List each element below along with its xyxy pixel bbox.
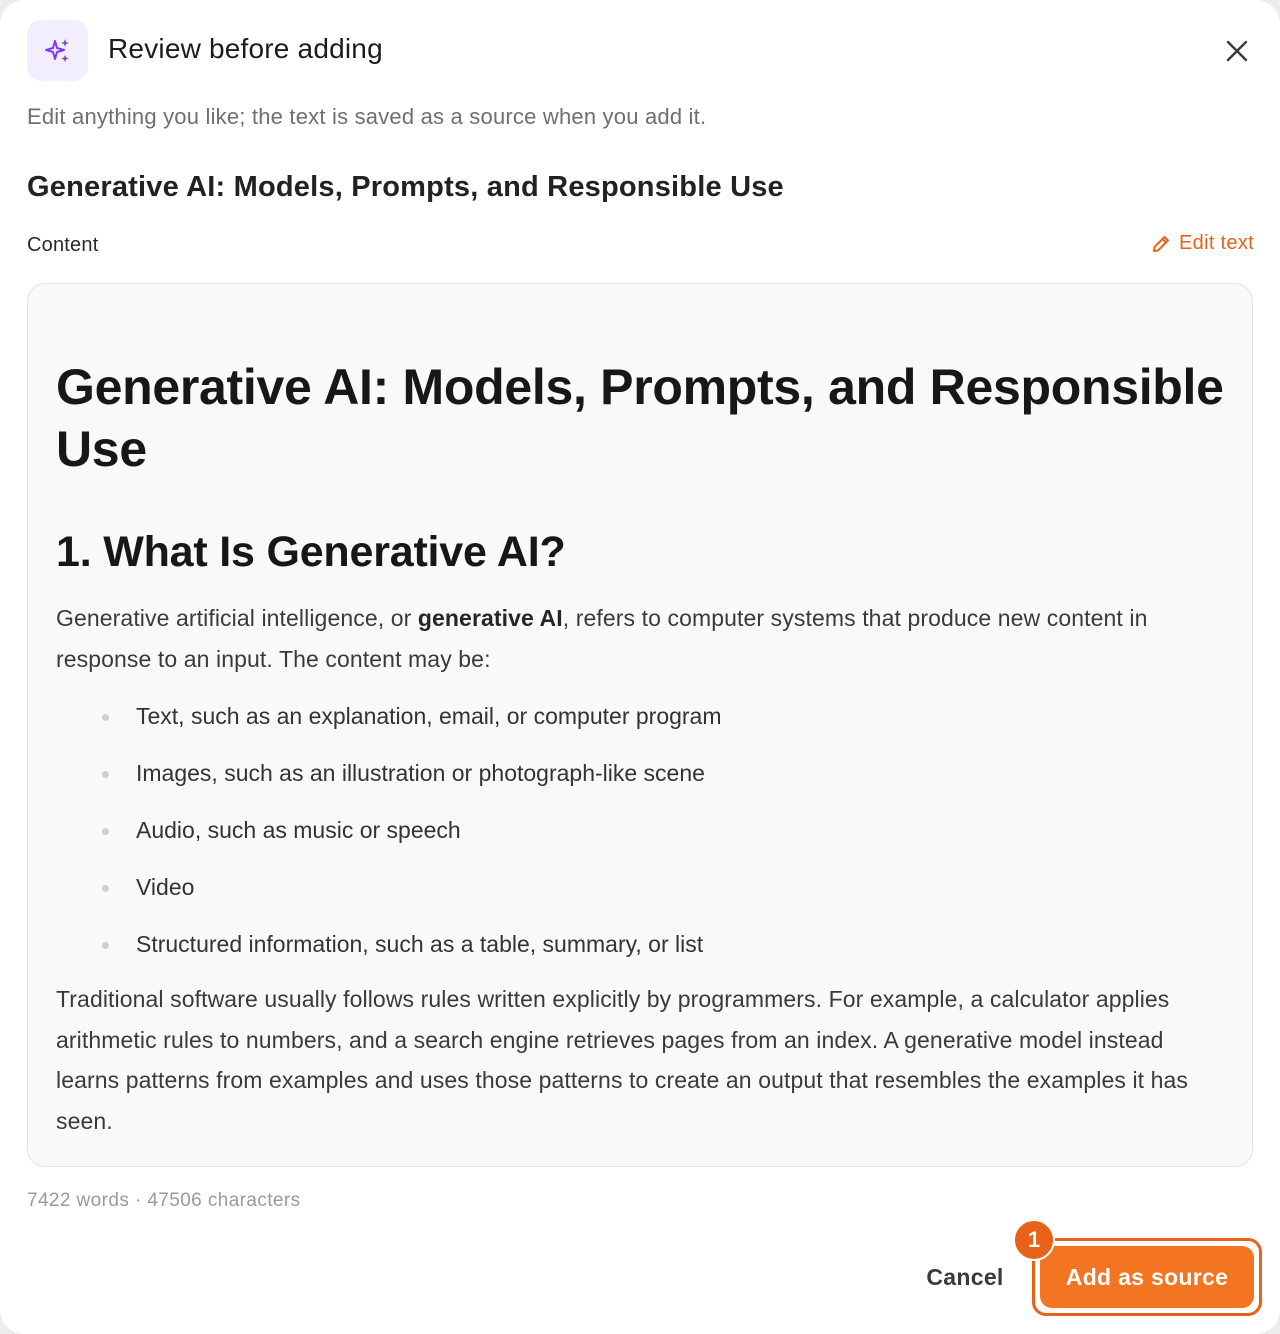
content-paragraph-1 xyxy=(56,598,1226,679)
dialog-subtitle: Edit anything you like; the text is saved as a source when you add it. xyxy=(27,104,707,129)
list-item: Structured information, such as a table, summary, or list xyxy=(102,928,1226,961)
list-item: Audio, such as music or speech xyxy=(102,814,1226,847)
dialog-title: Review before adding xyxy=(108,33,383,64)
paragraph-text: , refers to computer systems that produce new content in response to an input. The content may be: xyxy=(56,605,1148,672)
content-preview[interactable] xyxy=(27,283,1253,1167)
edit-text-button[interactable] xyxy=(1151,232,1254,255)
content-paragraph-2: Traditional software usually follows rules written explicitly by programmers. For example, a calculator applies arithmetic rules to numbers, and a search engine retrieves pages from an index. A generative model instead learns patterns from examples and uses those patterns to create an output that resembles the examples it has seen. xyxy=(56,986,1189,1134)
close-button[interactable] xyxy=(1218,32,1256,70)
list-item: Text, such as an explanation, email, or computer program xyxy=(102,700,1226,733)
pencil-icon xyxy=(1151,234,1171,254)
document-title: Generative AI: Models, Prompts, and Responsible Use xyxy=(27,171,784,203)
content-body xyxy=(56,356,1226,1141)
list-item: Video xyxy=(102,871,1226,904)
content-heading-1: Generative AI: Models, Prompts, and Responsible Use xyxy=(56,359,1224,477)
content-bullet-list xyxy=(56,700,1226,961)
close-icon xyxy=(1225,39,1249,63)
edit-text-label: Edit text xyxy=(1179,232,1254,254)
list-item: Images, such as an illustration or photograph-like scene xyxy=(102,757,1226,790)
word-count-stats: 7422 words · 47506 characters xyxy=(27,1190,301,1211)
paragraph-bold-term: generative AI xyxy=(417,605,563,631)
header-icon-tile xyxy=(27,20,88,81)
add-as-source-button[interactable]: Add as source xyxy=(1040,1246,1254,1308)
cancel-button[interactable]: Cancel xyxy=(926,1263,1004,1290)
paragraph-text: Generative artificial intelligence, or xyxy=(56,605,418,631)
sparkles-icon xyxy=(43,36,73,66)
content-heading-2: 1. What Is Generative AI? xyxy=(56,528,566,576)
content-label: Content xyxy=(27,234,99,256)
step-badge: 1 xyxy=(1013,1219,1055,1261)
